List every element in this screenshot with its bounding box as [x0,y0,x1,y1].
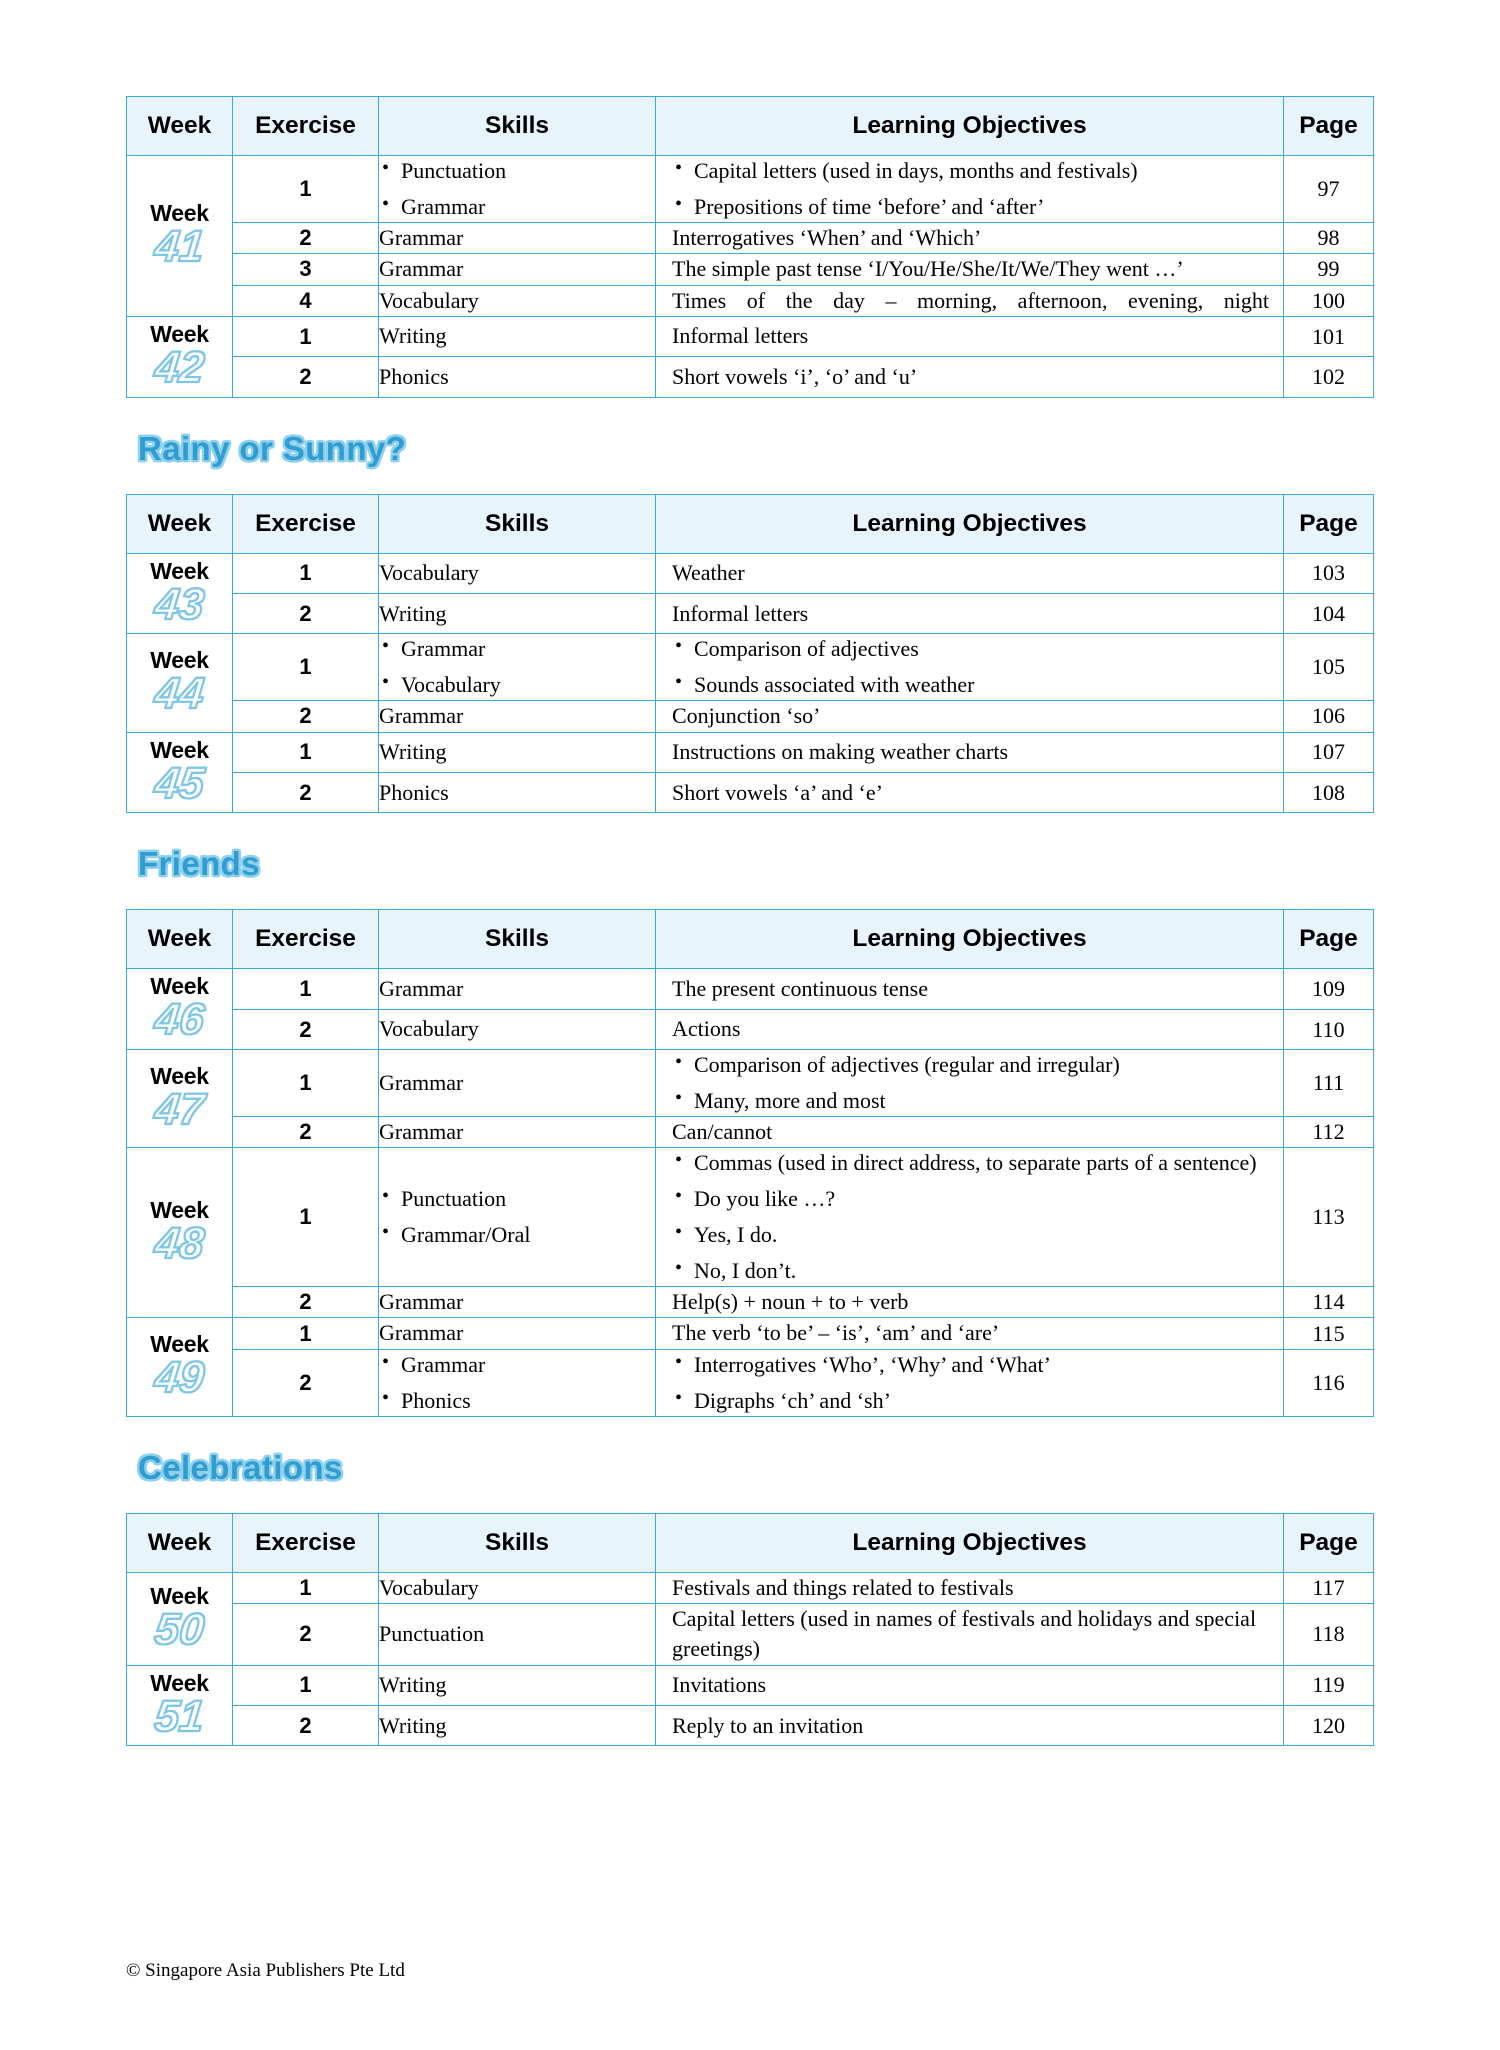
table-row [127,316,1374,356]
list-item: • Comparison of adjectives [694,634,1269,664]
col-header-objectives: Learning Objectives [656,494,1284,553]
col-header-week: Week [127,1513,233,1572]
list-item: • Grammar [401,192,655,222]
list-item: • Prepositions of time ‘before’ and ‘after’ [694,192,1269,222]
copyright-footer: © Singapore Asia Publishers Pte Ltd [126,1960,405,1981]
week-cell-49 [127,1318,233,1416]
section-title-2: Friends [138,845,260,883]
skills-cell: Grammar [379,1287,656,1318]
skills-cell: Grammar [379,1050,656,1117]
list-item: • Punctuation [401,1184,655,1214]
table-row [127,1706,1374,1746]
table-row [127,634,1374,701]
table-row [127,553,1374,593]
objectives-cell: Short vowels ‘i’, ‘o’ and ‘u’ [656,357,1284,397]
week-cell-42 [127,316,233,397]
objectives-cell: Weather [656,553,1284,593]
week-cell-50 [127,1572,233,1665]
week-number: 50 [152,1604,207,1654]
list-item: • Digraphs ‘ch’ and ‘sh’ [694,1386,1269,1416]
skills-cell: Writing [379,1665,656,1705]
section-spacer [126,813,1374,845]
exercise-number: 4 [233,285,379,316]
col-header-week: Week [127,494,233,553]
objectives-cell: Festivals and things related to festivals [656,1572,1284,1603]
skills-cell-list [379,634,655,700]
page-number: 111 [1284,1050,1374,1117]
objectives-cell: Informal letters [656,316,1284,356]
col-header-page: Page [1284,97,1374,156]
header-row [127,1513,1374,1572]
objectives-cell-list [672,1350,1269,1416]
col-header-exercise: Exercise [233,910,379,969]
page-number: 116 [1284,1349,1374,1416]
exercise-number: 2 [233,357,379,397]
col-header-exercise: Exercise [233,97,379,156]
week-label: Week [150,320,209,347]
exercise-number: 2 [233,1349,379,1416]
col-header-skills: Skills [379,97,656,156]
week-label: Week [150,736,209,763]
exercise-number: 1 [233,1148,379,1287]
objectives-cell: Informal letters [656,594,1284,634]
objectives-cell: The simple past tense ‘I/You/He/She/It/We/They went …’ [656,254,1284,285]
table-row [127,222,1374,253]
skills-cell: Writing [379,732,656,772]
section-spacer [126,883,1374,909]
list-item: • Sounds associated with weather [694,670,1269,700]
week-cell-48 [127,1148,233,1318]
skills-cell [379,1148,656,1287]
toc-body [127,969,1374,1416]
table-row [127,1009,1374,1049]
exercise-number: 2 [233,594,379,634]
exercise-number: 1 [233,1050,379,1117]
page-number: 113 [1284,1148,1374,1287]
list-item: • Yes, I do. [694,1220,1269,1250]
objectives-cell: Reply to an invitation [656,1706,1284,1746]
exercise-number: 2 [233,1117,379,1148]
exercise-number: 1 [233,316,379,356]
page-number: 104 [1284,594,1374,634]
skills-cell: Vocabulary [379,1009,656,1049]
skills-cell [379,1349,656,1416]
page-number: 112 [1284,1117,1374,1148]
week-label: Week [150,1669,209,1696]
exercise-number: 1 [233,1665,379,1705]
table-row [127,1572,1374,1603]
objectives-cell: Instructions on making weather charts [656,732,1284,772]
week-number: 49 [152,1353,207,1403]
exercise-number: 2 [233,701,379,732]
col-header-skills: Skills [379,910,656,969]
col-header-page: Page [1284,494,1374,553]
col-header-objectives: Learning Objectives [656,1513,1284,1572]
skills-cell [379,156,656,223]
page-number: 115 [1284,1318,1374,1349]
objectives-cell-list [672,634,1269,700]
table-row [127,701,1374,732]
week-number: 43 [152,579,207,629]
exercise-number: 2 [233,1287,379,1318]
exercise-number: 1 [233,553,379,593]
table-row [127,1318,1374,1349]
objectives-cell: Conjunction ‘so’ [656,701,1284,732]
skills-cell: Vocabulary [379,553,656,593]
week-number: 41 [152,222,207,272]
page-number: 102 [1284,357,1374,397]
exercise-number: 2 [233,1706,379,1746]
table-row [127,1287,1374,1318]
toc-head [127,97,1374,156]
list-item: • Phonics [401,1386,655,1416]
skills-cell: Grammar [379,1318,656,1349]
exercise-number: 1 [233,1572,379,1603]
objectives-cell: The verb ‘to be’ – ‘is’, ‘am’ and ‘are’ [656,1318,1284,1349]
skills-cell: Writing [379,594,656,634]
objectives-cell [656,1050,1284,1117]
week-number: 47 [152,1084,207,1134]
week-label: Week [150,1197,209,1224]
exercise-number: 2 [233,1603,379,1665]
section-title-3: Celebrations [138,1448,343,1486]
table-row [127,1603,1374,1665]
week-cell-46 [127,969,233,1050]
objectives-cell [656,1148,1284,1287]
header-row [127,97,1374,156]
exercise-number: 1 [233,634,379,701]
list-item: • Vocabulary [401,670,655,700]
week-label: Week [150,557,209,584]
page-number: 120 [1284,1706,1374,1746]
page-number: 107 [1284,732,1374,772]
table-row [127,1117,1374,1148]
header-row [127,494,1374,553]
table-row [127,156,1374,223]
col-header-week: Week [127,97,233,156]
table-row [127,1349,1374,1416]
skills-cell: Phonics [379,357,656,397]
list-item: • No, I don’t. [694,1256,1269,1286]
skills-cell-list [379,1350,655,1416]
toc-body [127,1572,1374,1746]
objectives-cell [656,634,1284,701]
col-header-exercise: Exercise [233,1513,379,1572]
week-label: Week [150,200,209,227]
exercise-number: 3 [233,254,379,285]
col-header-skills: Skills [379,1513,656,1572]
page-number: 103 [1284,553,1374,593]
objectives-cell: Times of the day – morning, afternoon, evening, night [656,285,1284,316]
week-cell-41 [127,156,233,317]
objectives-cell [656,1349,1284,1416]
week-cell-44 [127,634,233,732]
page-number: 106 [1284,701,1374,732]
week-cell-45 [127,732,233,813]
table-row [127,1665,1374,1705]
toc-table [126,1513,1374,1747]
week-number: 44 [152,669,207,719]
page-number: 101 [1284,316,1374,356]
skills-cell: Grammar [379,1117,656,1148]
page-number: 117 [1284,1572,1374,1603]
col-header-page: Page [1284,910,1374,969]
exercise-number: 1 [233,969,379,1009]
table-row [127,969,1374,1009]
page-number: 118 [1284,1603,1374,1665]
objectives-cell: Invitations [656,1665,1284,1705]
objectives-cell [656,156,1284,223]
list-item: • Grammar [401,634,655,664]
objectives-cell-list [672,1148,1269,1286]
section-title-1: Rainy or Sunny? [138,429,407,467]
week-number: 46 [152,995,207,1045]
objectives-cell: Capital letters (used in names of festivals and holidays and special greetings) [656,1603,1284,1665]
exercise-number: 1 [233,732,379,772]
toc-table [126,494,1374,814]
objectives-cell: The present continuous tense [656,969,1284,1009]
toc-head [127,494,1374,553]
page-number: 114 [1284,1287,1374,1318]
week-label: Week [150,973,209,1000]
section-spacer [126,1487,1374,1513]
toc-head [127,910,1374,969]
toc-head [127,1513,1374,1572]
list-item: • Interrogatives ‘Who’, ‘Why’ and ‘What’ [694,1350,1269,1380]
skills-cell: Vocabulary [379,1572,656,1603]
table-row [127,1050,1374,1117]
list-item: • Many, more and most [694,1086,1269,1116]
list-item: • Grammar [401,1350,655,1380]
col-header-objectives: Learning Objectives [656,97,1284,156]
week-label: Week [150,1331,209,1358]
col-header-week: Week [127,910,233,969]
exercise-number: 1 [233,1318,379,1349]
week-cell-43 [127,553,233,634]
skills-cell: Grammar [379,222,656,253]
objectives-cell-list [672,156,1269,222]
toc-body [127,553,1374,813]
skills-cell: Punctuation [379,1603,656,1665]
week-label: Week [150,1582,209,1609]
page-number: 100 [1284,285,1374,316]
list-item: • Grammar/Oral [401,1220,655,1250]
week-label: Week [150,1062,209,1089]
page-number: 105 [1284,634,1374,701]
table-row [127,357,1374,397]
table-row [127,732,1374,772]
objectives-cell-list [672,1050,1269,1116]
objectives-cell: Actions [656,1009,1284,1049]
skills-cell-list [379,156,655,222]
skills-cell: Vocabulary [379,285,656,316]
toc-table [126,96,1374,398]
skills-cell [379,634,656,701]
list-item: • Do you like …? [694,1184,1269,1214]
section-spacer [126,398,1374,430]
skills-cell: Grammar [379,969,656,1009]
page-number: 97 [1284,156,1374,223]
exercise-number: 2 [233,222,379,253]
col-header-page: Page [1284,1513,1374,1572]
skills-cell: Writing [379,316,656,356]
list-item: • Capital letters (used in days, months and festivals) [694,156,1269,186]
list-item: • Comparison of adjectives (regular and irregular) [694,1050,1269,1080]
table-row [127,773,1374,813]
header-row [127,910,1374,969]
objectives-cell: Interrogatives ‘When’ and ‘Which’ [656,222,1284,253]
page-number: 110 [1284,1009,1374,1049]
skills-cell: Phonics [379,773,656,813]
toc-content [126,96,1374,1746]
objectives-cell: Can/cannot [656,1117,1284,1148]
table-row [127,1148,1374,1287]
sections-container [126,96,1374,1746]
table-row [127,254,1374,285]
objectives-cell: Short vowels ‘a’ and ‘e’ [656,773,1284,813]
col-header-objectives: Learning Objectives [656,910,1284,969]
exercise-number: 1 [233,156,379,223]
skills-cell-list [379,1184,655,1250]
week-number: 48 [152,1219,207,1269]
exercise-number: 2 [233,1009,379,1049]
list-item: • Commas (used in direct address, to separate parts of a sentence) [694,1148,1269,1178]
col-header-exercise: Exercise [233,494,379,553]
week-number: 51 [152,1691,207,1741]
table-row [127,285,1374,316]
page-number: 108 [1284,773,1374,813]
col-header-skills: Skills [379,494,656,553]
section-spacer [126,1417,1374,1449]
week-cell-47 [127,1050,233,1148]
skills-cell: Writing [379,1706,656,1746]
page-number: 99 [1284,254,1374,285]
page-number: 109 [1284,969,1374,1009]
section-spacer [126,468,1374,494]
skills-cell: Grammar [379,701,656,732]
week-number: 42 [152,342,207,392]
list-item: • Punctuation [401,156,655,186]
exercise-number: 2 [233,773,379,813]
week-cell-51 [127,1665,233,1746]
toc-table [126,909,1374,1416]
table-row [127,594,1374,634]
page-number: 119 [1284,1665,1374,1705]
toc-body [127,156,1374,398]
page-number: 98 [1284,222,1374,253]
week-number: 45 [152,758,207,808]
objectives-cell: Help(s) + noun + to + verb [656,1287,1284,1318]
week-label: Week [150,647,209,674]
skills-cell: Grammar [379,254,656,285]
